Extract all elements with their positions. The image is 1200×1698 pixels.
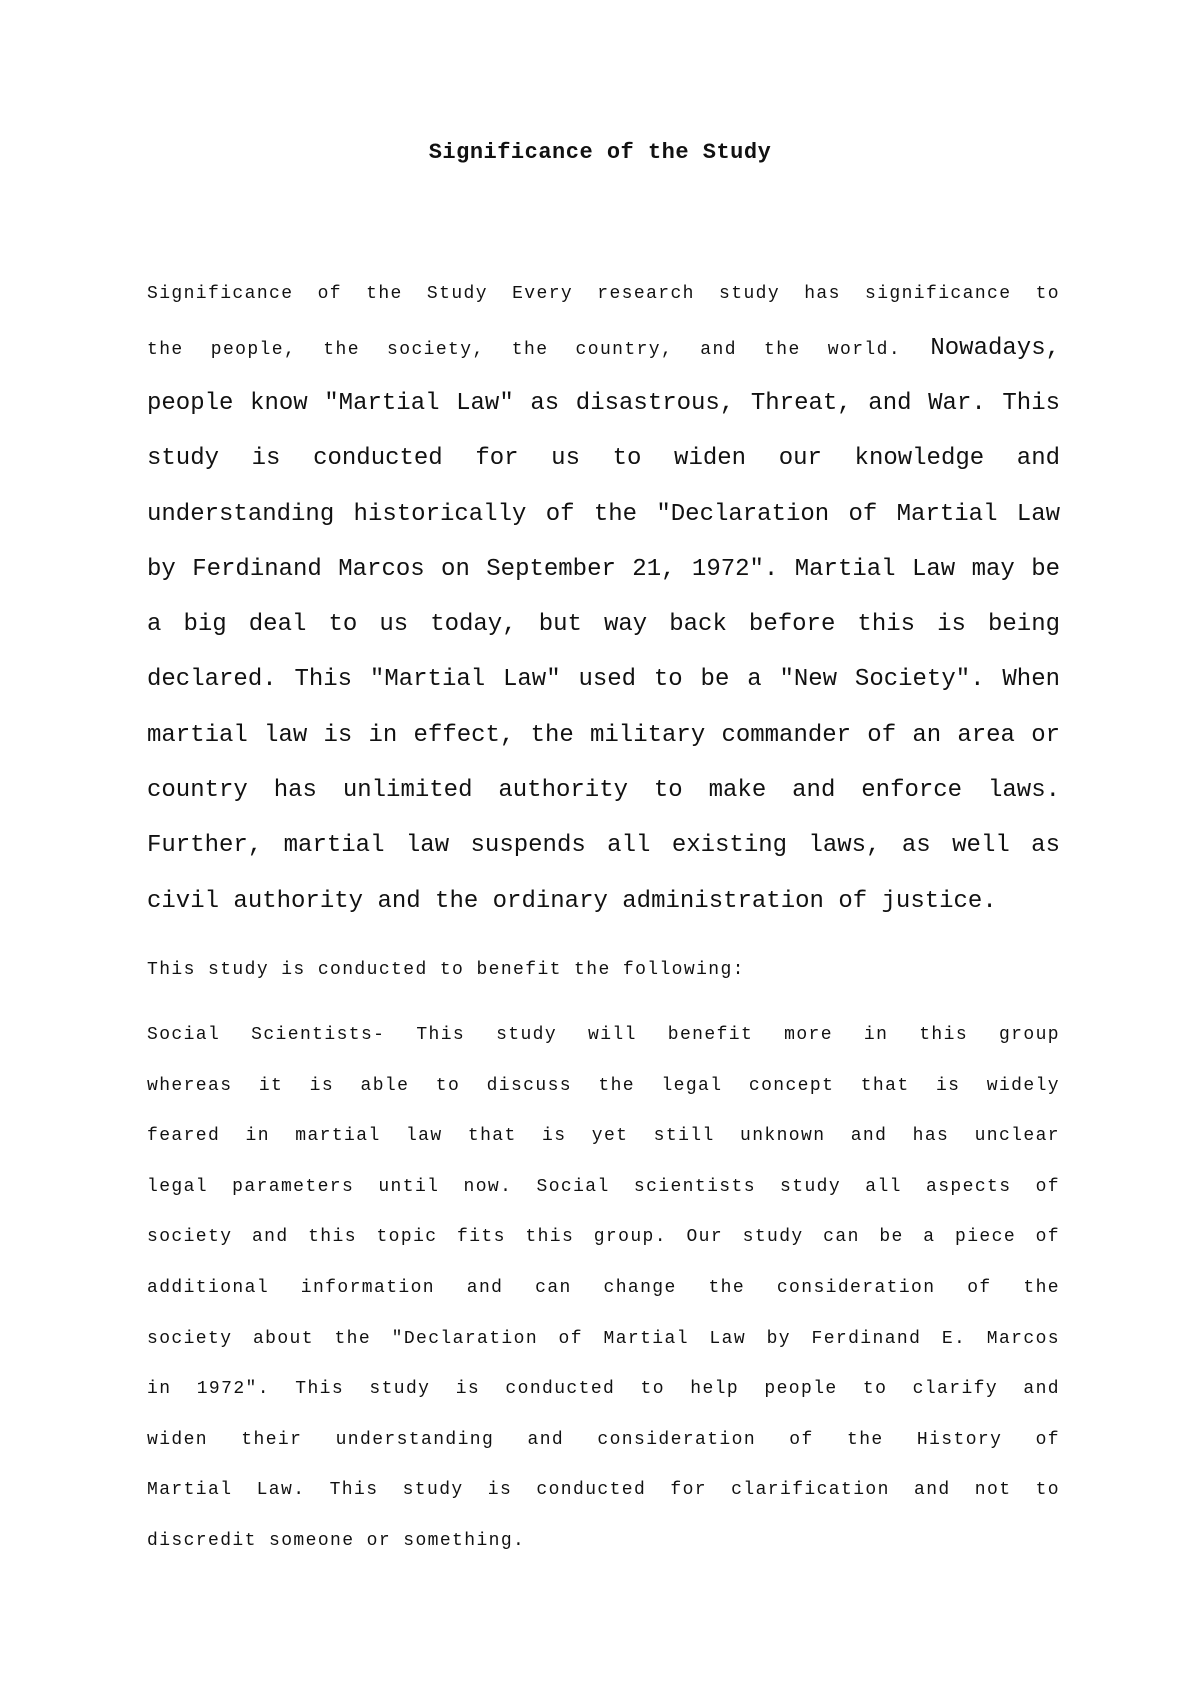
text-line: widen their understanding and consideration of the History of [147,1429,1060,1450]
text-line: by Ferdinand Marcos on September 21, 1972". Martial Law may be [147,555,1060,583]
text-line: declared. This "Martial Law" used to be a "New Society". When [147,666,1060,694]
text-segment: the people, the society, the country, and the world. [147,340,902,360]
text-line: society and this topic fits this group. Our study can be a piece of [147,1227,1060,1248]
text-line: a big deal to us today, but way back before this is being [147,611,1060,639]
text-line: people know "Martial Law" as disastrous, Threat, and War. This [147,390,1060,417]
text-line: Social Scientists- This study will benefit more in this group [147,1025,1060,1045]
text-line: whereas it is able to discuss the legal concept that is widely [147,1075,1060,1096]
text-segment: Nowadays, [901,335,1060,362]
intro-sentence: This study is conducted to benefit the following: [147,960,745,980]
text-line: civil authority and the ordinary administration of justice. [147,887,997,915]
text-line [147,332,1060,387]
text-line: feared in martial law that is yet still unknown and has unclear [147,1126,1060,1147]
paragraph-social-scientists [147,1020,1060,1577]
text-line: Significance of the Study Every research study has significance to [147,284,1060,304]
text-line: Martial Law. This study is conducted for clarification and not to [147,1480,1060,1501]
text-line: society about the "Declaration of Martial Law by Ferdinand E. Marcos [147,1328,1060,1349]
text-line: additional information and can change the consideration of the [147,1277,1060,1298]
text-line: in 1972". This study is conducted to help people to clarify and [147,1379,1060,1400]
text-line: legal parameters until now. Social scientists study all aspects of [147,1176,1060,1197]
paragraph-significance [147,277,1060,940]
text-line: understanding historically of the "Declaration of Martial Law [147,500,1060,528]
text-line: country has unlimited authority to make and enforce laws. [147,777,1060,805]
text-line: Further, martial law suspends all existing laws, as well as [147,832,1060,860]
text-line: study is conducted for us to widen our knowledge and [147,445,1060,473]
text-line: martial law is in effect, the military commander of an area or [147,721,1060,749]
page-title: Significance of the Study [428,140,772,165]
text-line: discredit someone or something. [147,1530,526,1551]
